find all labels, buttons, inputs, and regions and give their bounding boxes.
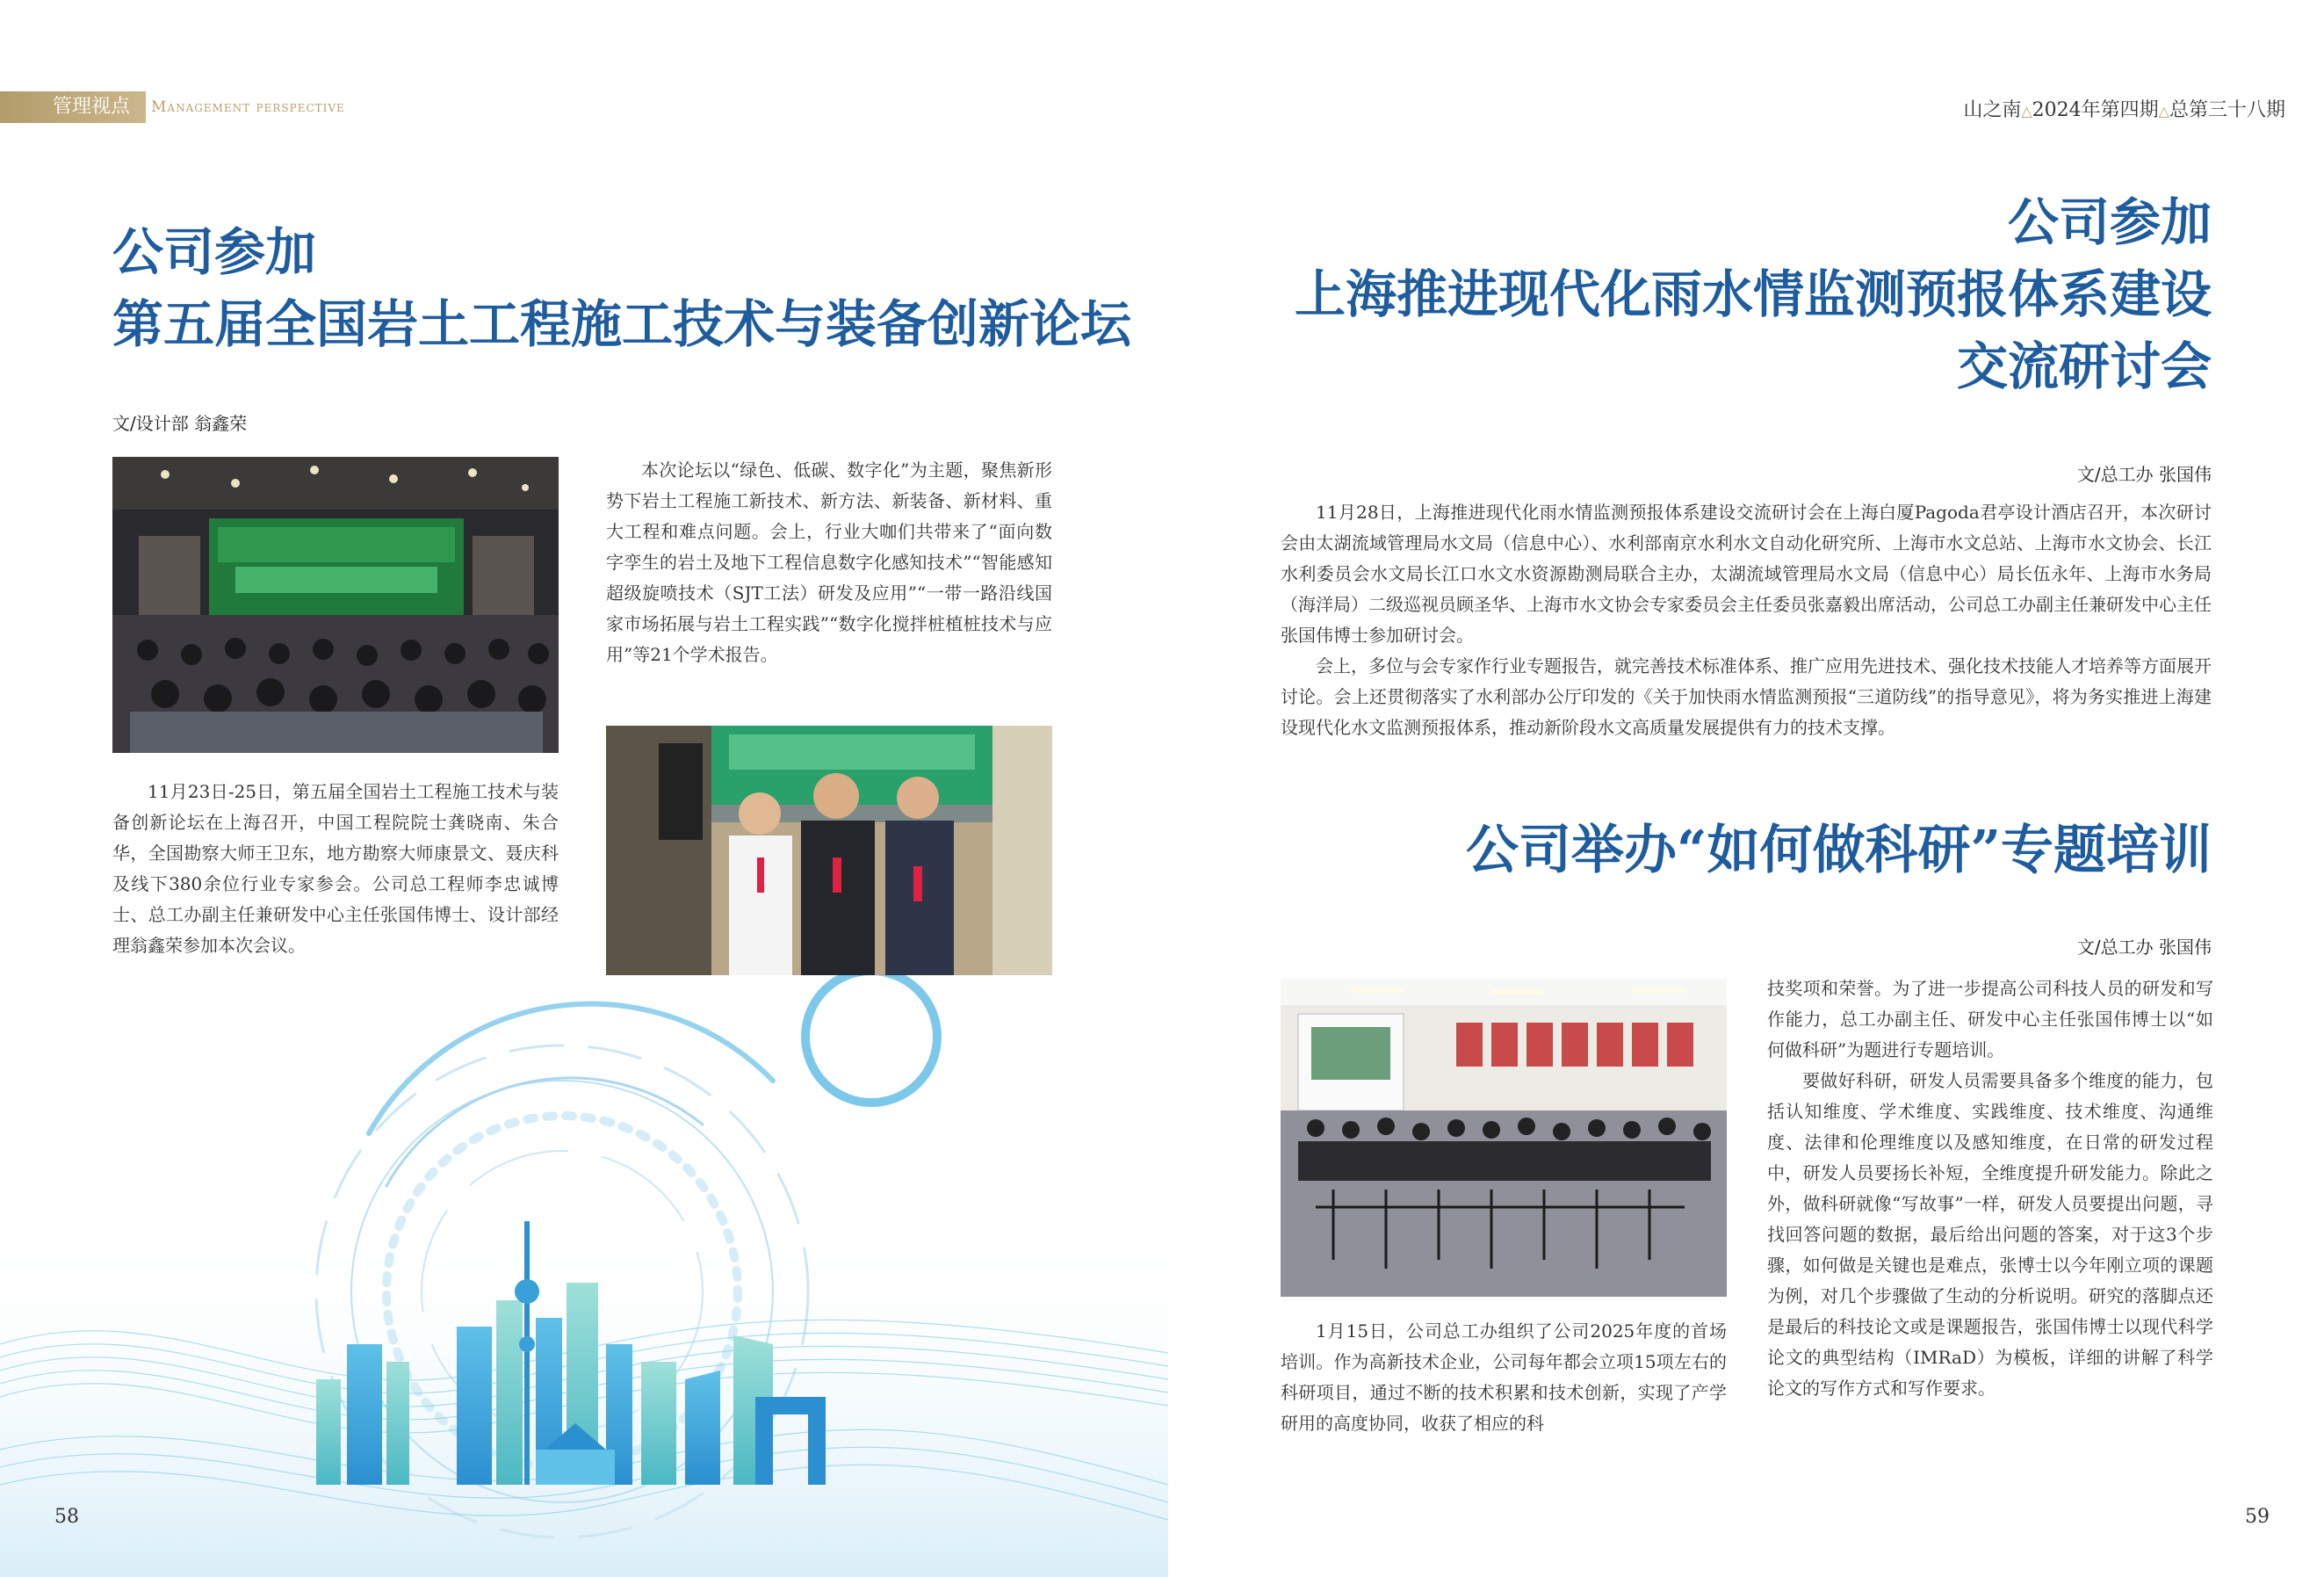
- article3-right-column: [1767, 973, 2213, 1404]
- issue-info: [1963, 95, 2285, 122]
- magazine-name: 山之南: [1963, 99, 2022, 121]
- article1-byline: 文/设计部 翁鑫荣: [112, 413, 248, 434]
- article1-title-line2: 第五届全国岩土工程施工技术与装备创新论坛: [112, 294, 1132, 354]
- article3-paragraph-right-1: 技奖项和荣誉。为了进一步提高公司科技人员的研发和写作能力，总工办副主任、研发中心主任张国伟博士以“如何做科研”为题进行专题培训。: [1767, 978, 2213, 1060]
- article2-paragraph-2: 会上，多位与会专家作行业专题报告，就完善技术标准体系、推广应用先进技术、强化技术技能人才培养等方面展开讨论。会上还贯彻落实了水利部办公厅印发的《关于加快雨水情监测预报“三道防线”的指导意见》，将为务实推进上海建设现代化水文监测预报体系，推动新阶段水文高质量发展提供有力的技术支撑。: [1281, 655, 2212, 738]
- page-number-left: 58: [54, 1506, 79, 1528]
- issue-year: 2024年第四期: [2032, 99, 2159, 121]
- article2-title: [1295, 186, 2212, 402]
- article1-paragraph-right: 本次论坛以“绿色、低碳、数字化”为主题，聚焦新形势下岩土工程施工新技术、新方法、新装备、新材料、重大工程和难点问题。会上，行业大咖们共带来了“面向数字孪生的岩土及地下工程信息数字化感知技术”“智能感知超级旋喷技术（SJT工法）研发及应用”“一带一路沿线国家市场拓展与岩土工程实践”“数字化搅拌桩植桩技术与应用”等21个学术报告。: [606, 459, 1052, 665]
- separator-1: △: [2021, 103, 2032, 119]
- article1-title-line1: 公司参加: [112, 222, 317, 282]
- issue-total: 总第三十八期: [2169, 99, 2285, 121]
- article2-byline: 文/总工办 张国伟: [2076, 464, 2212, 485]
- article2-title-line3: 交流研讨会: [1956, 336, 2212, 396]
- section-en-label: Management perspective: [151, 98, 345, 116]
- article1-paragraph-left: 11月23日-25日，第五届全国岩土工程施工技术与装备创新论坛在上海召开，中国工程院院士龚晓南、朱合华，全国勘察大师王卫东，地方勘察大师康景文、聂庆科及线下380余位行业专家参会。公司总工程师李忠诚博士、总工办副主任兼研发中心主任张国伟博士、设计部经理翁鑫荣参加本次会议。: [112, 781, 559, 956]
- section-tab: [0, 91, 146, 123]
- training-session-photo: [1281, 979, 1727, 1297]
- article3-byline: 文/总工办 张国伟: [2076, 937, 2212, 958]
- article2-title-line2: 上海推进现代化雨水情监测预报体系建设: [1294, 264, 2212, 324]
- article3-title: 公司举办“如何做科研”专题培训: [1465, 820, 2212, 881]
- article2-body: [1281, 497, 2212, 743]
- page-number-right: 59: [2245, 1506, 2270, 1528]
- article3-paragraph-right-2: 要做好科研，研发人员需要具备多个维度的能力，包括认知维度、学术维度、实践维度、技术维度、沟通维度、法律和伦理维度以及感知维度，在日常的研发过程中，研发人员要扬长补短，全维度提升研发能力。除此之外，做科研就像“写故事”一样，研发人员要提出问题，寻找回答问题的数据，最后给出问题的答案，对于这3个步骤，如何做是关键也是难点，张博士以今年刚立项的课题为例，对几个步骤做了生动的分析说明。研究的落脚点还是最后的科技论文或是课题报告，张国伟博士以现代科学论文的典型结构（IMRaD）为模板，详细的讲解了科学论文的写作方式和写作要求。: [1767, 1070, 2213, 1399]
- forum-attendees-photo: [606, 726, 1052, 975]
- separator-2: △: [2158, 103, 2169, 119]
- article2-title-line1: 公司参加: [2007, 192, 2212, 252]
- article2-paragraph-1: 11月28日，上海推进现代化雨水情监测预报体系建设交流研讨会在上海白厦Pagoda君亭设计酒店召开，本次研讨会由太湖流域管理局水文局（信息中心）、水利部南京水利水文自动化研究所、上海市水文总站、上海市水文协会、长江水利委员会水文局长江口水文水资源勘测局联合主办，太湖流域管理局水文局（信息中心）局长伍永年、上海市水务局（海洋局）二级巡视员顾圣华、上海市水文协会专家委员会主任委员张嘉毅出席活动，公司总工办副主任兼研发中心主任张国伟博士参加研讨会。: [1281, 502, 2212, 646]
- decorative-cityscape-illustration: [0, 958, 1168, 1577]
- article1-title: [112, 216, 1131, 360]
- article3-paragraph-left: 1月15日，公司总工办组织了公司2025年度的首场培训。作为高新技术企业，公司每年都会立项15项左右的科研项目，通过不断的技术积累和技术创新，实现了产学研用的高度协同，收获了相应的科: [1281, 1320, 1727, 1434]
- forum-conference-photo: [112, 457, 559, 753]
- section-label: 管理视点: [53, 96, 131, 118]
